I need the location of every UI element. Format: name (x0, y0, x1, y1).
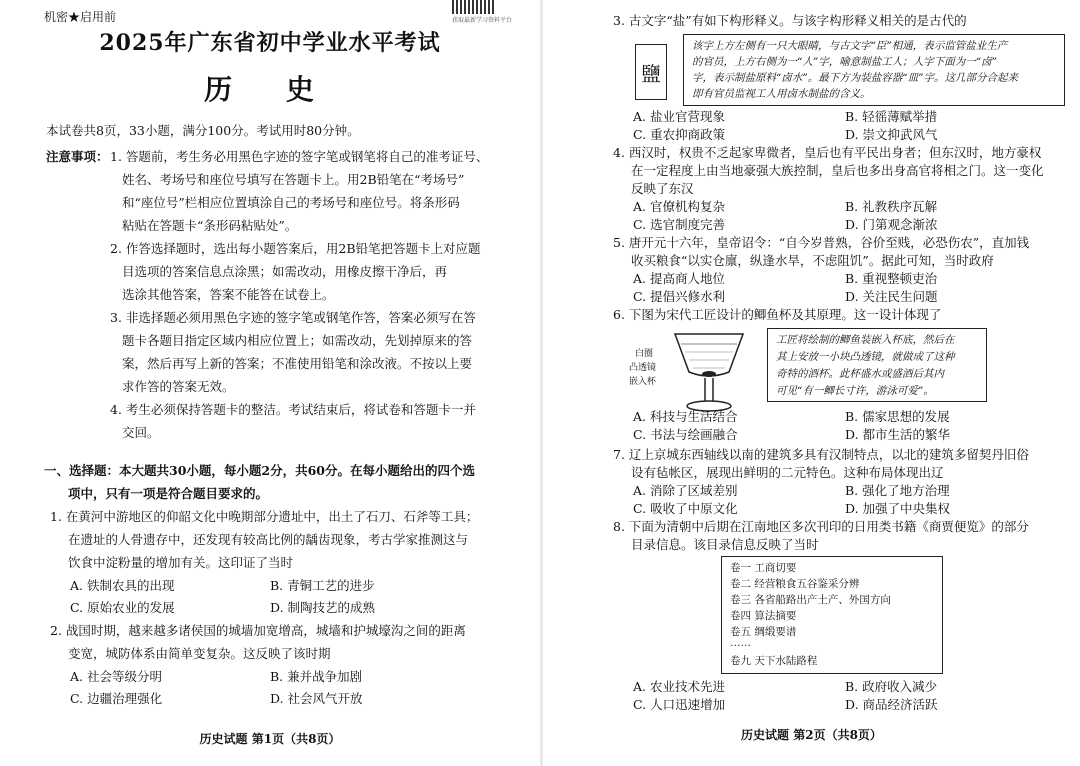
notes-line: 1. 答题前，考生务必用黑色字迹的签字笔或钢笔将自己的准考证号、 (110, 149, 489, 164)
question-6-option-a[interactable]: A. 科技与生活结合 (633, 409, 738, 424)
question-3-explanation-box (683, 34, 1065, 106)
question-5-option-d[interactable]: D. 关注民生问题 (845, 289, 938, 304)
figure-label: 嵌入杯 (629, 377, 657, 387)
notes-label: 注意事项： (46, 149, 109, 164)
question-1-stem: 在遗址的人骨遗存中，还发现有较高比例的龋齿现象，考古学家推测这与 (68, 532, 469, 547)
figure-label: 凸透镜 (629, 363, 657, 373)
question-5-stem: 收买粮食“以实仓廪，纵逢水旱，不虑阻饥”。据此可知，当时政府 (631, 253, 994, 268)
question-1-option-a[interactable]: A. 铁制农具的出现 (70, 578, 175, 593)
question-7-option-c[interactable]: C. 吸收了中原文化 (633, 501, 738, 516)
question-2-option-c[interactable]: C. 边疆治理强化 (70, 691, 163, 706)
toc-line: 卷四 算法摘要 (730, 610, 797, 622)
qr-label: 获取最新学习资料平台 (452, 17, 513, 24)
question-2-option-b[interactable]: B. 兼并战争加剧 (270, 669, 363, 684)
question-4-option-b[interactable]: B. 礼教秩序瓦解 (845, 199, 938, 214)
question-1-option-c[interactable]: C. 原始农业的发展 (70, 600, 175, 615)
notes-line: 案，然后再写上新的答案；不准使用铅笔和涂改液。不按以上要 (122, 356, 473, 371)
question-4-option-a[interactable]: A. 官僚机构复杂 (633, 199, 725, 214)
question-8-stem: 目录信息。该目录信息反映了当时 (631, 537, 819, 552)
question-7-option-d[interactable]: D. 加强了中央集权 (845, 501, 951, 516)
toc-line: 卷五 绸缎要谱 (730, 626, 797, 638)
notes-line: 4. 考生必须保持答题卡的整洁。考试结束后，将试卷和答题卡一并 (110, 402, 476, 417)
question-8-stem: 8. 下面为清朝中后期在江南地区多次刊印的日用类书籍《商贾便览》的部分 (613, 519, 1029, 534)
question-2-stem: 2. 战国时期，越来越多诸侯国的城墙加宽增高，城墙和护城壕沟之间的距离 (50, 623, 466, 638)
question-5-stem: 5. 唐开元十六年，皇帝诏令：“自今岁普熟，谷价至贱，必恐伤农”，直加钱 (613, 235, 1030, 250)
question-8-option-d[interactable]: D. 商品经济活跃 (845, 697, 938, 712)
toc-line: 卷一 工商切要 (730, 562, 797, 574)
question-3-option-b[interactable]: B. 轻徭薄赋举措 (845, 109, 938, 124)
box-line: 可见“有一鲫长寸许，游泳可爱”。 (776, 385, 934, 397)
question-5-option-a[interactable]: A. 提高商人地位 (633, 271, 725, 286)
question-6-option-c[interactable]: C. 书法与绘画融合 (633, 427, 738, 442)
question-1-stem: 饮食中淀粉量的增加有关。这印证了当时 (68, 555, 294, 570)
box-line: 的官员，上方右侧为一“人”字，喻意制盐工人；人字下面为一“卤” (692, 56, 997, 68)
toc-line: 卷二 经营粮食五谷鉴采分辨 (730, 578, 860, 590)
box-line: 奇特的酒杯。此杯盛水或盛酒后其内 (776, 368, 944, 380)
question-8-option-c[interactable]: C. 人口迅速增加 (633, 697, 726, 712)
toc-line: …… (730, 637, 751, 649)
box-line: 该字上方左侧有一只大眼睛，与古文字“臣”相通，表示监管盐业生产 (692, 40, 1008, 52)
notes-line: 和“座位号”栏相应位置填涂自己的考场号和座位号。将条形码 (122, 195, 460, 210)
box-line: 其上安放一小块凸透镜，就做成了这种 (776, 351, 955, 363)
question-3-stem: 3. 古文字“盐”有如下构形释义。与该字构形释义相关的是古代的 (613, 13, 967, 28)
box-line: 字，表示制盐原料“卤水”。最下方为装盐容器“皿”字。这几部分合起来 (692, 72, 1018, 84)
exam-page-2 (543, 0, 1080, 766)
box-line: 工匠将绘制的鲫鱼装嵌入杯底，然后在 (776, 334, 955, 346)
question-6-stem: 6. 下图为宋代工匠设计的鲫鱼杯及其原理。这一设计体现了 (613, 307, 942, 322)
question-7-stem: 设有毡帐区，展现出鲜明的二元特色。这种布局体现出辽 (631, 465, 944, 480)
box-line: 即有官员监视工人用卤水制盐的含义。 (692, 88, 871, 100)
notes-line: 2. 作答选择题时，选出每小题答案后，用2B铅笔把答题卡上对应题 (110, 241, 481, 256)
question-1-option-b[interactable]: B. 青铜工艺的进步 (270, 578, 375, 593)
question-6-option-b[interactable]: B. 儒家思想的发展 (845, 409, 950, 424)
question-6-option-d[interactable]: D. 都市生活的繁华 (845, 427, 951, 442)
ancient-salt-glyph (635, 44, 667, 100)
question-5-option-c[interactable]: C. 提倡兴修水利 (633, 289, 726, 304)
question-3-option-d[interactable]: D. 崇文抑武风气 (845, 127, 938, 142)
notes-line: 3. 非选择题必须用黑色字迹的签字笔或钢笔作答，答案必须写在答 (110, 310, 476, 325)
page-footer: 历史试题 第1页（共8页） (199, 732, 341, 746)
question-7-option-b[interactable]: B. 强化了地方治理 (845, 483, 950, 498)
qr-code-icon (452, 0, 496, 14)
notes-line: 目选项的答案信息点涂黑；如需改动，用橡皮擦干净后，再 (122, 264, 448, 279)
notes-line: 求作答的答案无效。 (122, 379, 235, 394)
question-8-option-a[interactable]: A. 农业技术先进 (633, 679, 725, 694)
toc-line: 卷三 各省船路出产土产、外国方向 (730, 594, 891, 606)
question-8-toc-box (721, 556, 943, 674)
notes-line: 选涂其他答案，答案不能答在试卷上。 (122, 287, 335, 302)
question-3-option-a[interactable]: A. 盐业官营现象 (633, 109, 725, 124)
question-7-option-a[interactable]: A. 消除了区域差别 (633, 483, 738, 498)
notes-line: 题卡各题目指定区域内相应位置上；如需改动，先划掉原来的答 (122, 333, 473, 348)
notes-line: 姓名、考场号和座位号填写在答题卡上。用2B铅笔在“考场号” (122, 172, 465, 187)
question-4-option-c[interactable]: C. 选官制度完善 (633, 217, 726, 232)
question-6-explanation-box (767, 328, 987, 402)
question-2-stem: 变宽，城防体系由简单变复杂。这反映了该时期 (68, 646, 331, 661)
section-heading: 一、选择题：本大题共30小题，每小题2分，共60分。在每小题给出的四个选 (44, 463, 475, 478)
question-7-stem: 7. 辽上京城东西轴线以南的建筑多具有汉制特点，以北的建筑多留契丹旧俗 (613, 447, 1029, 462)
glyph-character: 鹽 (641, 61, 661, 86)
fish-cup-figure (669, 328, 749, 414)
notes-line: 粘贴在答题卡“条形码粘贴处”。 (122, 218, 298, 233)
confidential-mark: 机密★启用前 (44, 10, 117, 24)
question-4-option-d[interactable]: D. 门第观念渐浓 (845, 217, 938, 232)
notes-line: 交回。 (122, 425, 160, 440)
question-2-option-a[interactable]: A. 社会等级分明 (70, 669, 162, 684)
question-4-stem: 在一定程度上由当地豪强大族控制，皇后也多出身高官将相之门。这一变化 (631, 163, 1044, 178)
exam-title: 2025年广东省初中学业水平考试 (99, 30, 441, 56)
question-2-option-d[interactable]: D. 社会风气开放 (270, 691, 363, 706)
question-4-stem: 反映了东汉 (631, 181, 694, 196)
page-footer: 历史试题 第2页（共8页） (741, 728, 882, 742)
toc-line: 卷九 天下水陆路程 (730, 655, 818, 667)
exam-intro: 本试卷共8页，33小题，满分100分。考试用时80分钟。 (46, 123, 360, 138)
question-3-option-c[interactable]: C. 重农抑商政策 (633, 127, 726, 142)
question-8-option-b[interactable]: B. 政府收入减少 (845, 679, 938, 694)
subject-title: 历 史 (204, 73, 336, 106)
figure-label: 白圈 (635, 349, 654, 359)
question-1-option-d[interactable]: D. 制陶技艺的成熟 (270, 600, 376, 615)
question-4-stem: 4. 西汉时，权贵不乏起家卑微者，皇后也有平民出身者；但东汉时，地方豪权 (613, 145, 1042, 160)
section-heading: 项中，只有一项是符合题目要求的。 (68, 486, 269, 501)
question-1-stem: 1. 在黄河中游地区的仰韶文化中晚期部分遗址中，出土了石刀、石斧等工具； (50, 509, 479, 524)
question-5-option-b[interactable]: B. 重视整顿吏治 (845, 271, 938, 286)
